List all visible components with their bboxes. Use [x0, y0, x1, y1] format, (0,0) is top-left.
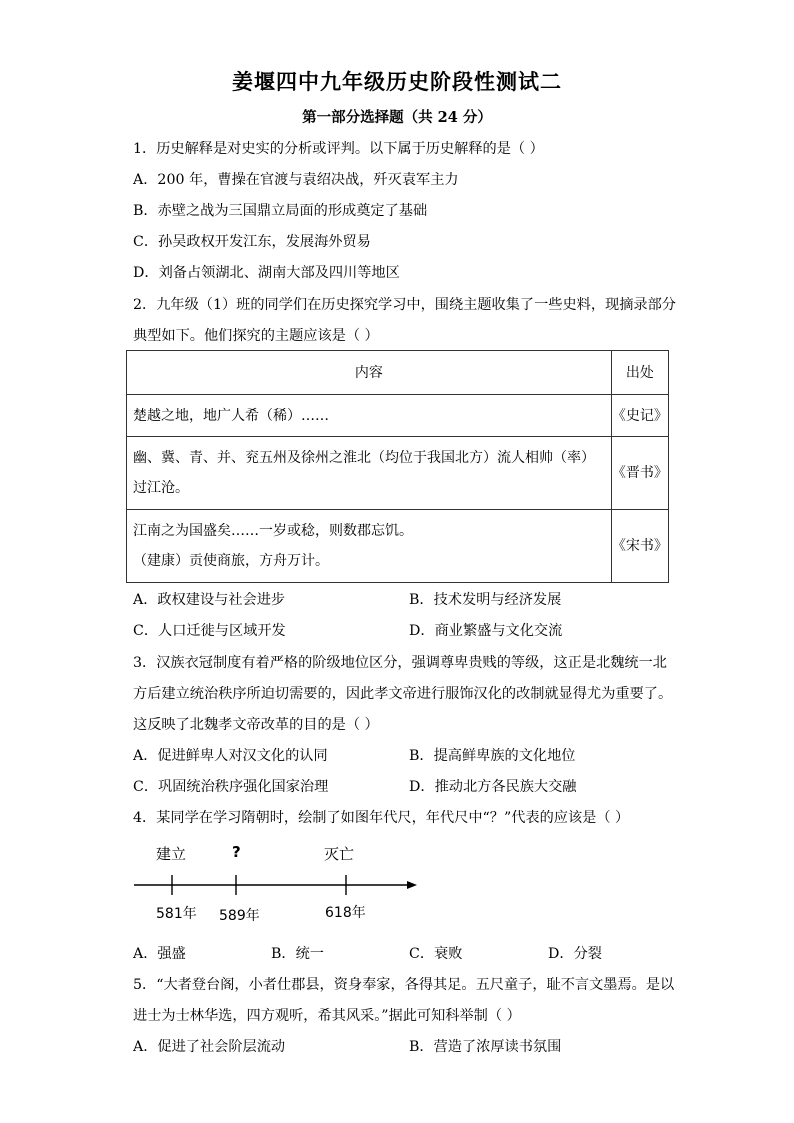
q1-option-b: B．赤壁之战为三国鼎立局面的形成奠定了基础 — [133, 203, 428, 219]
timeline-arrow — [407, 881, 417, 889]
q5-option-b: B．营造了浓厚读书氛围 — [409, 1039, 562, 1055]
q1-option-c: C．孙吴政权开发江东，发展海外贸易 — [133, 234, 371, 250]
header-content: 内容 — [127, 351, 612, 395]
q3-option-c: C．巩固统治秩序强化国家治理 — [133, 779, 329, 795]
row3-content-line1: 江南之为国盛矣……一岁或稔，则数郡忘饥。 — [133, 523, 413, 539]
row3-content-line2: （建康）贡使商旅，方舟万计。 — [133, 553, 329, 569]
row1-source: 《史记》 — [611, 395, 668, 437]
q1-option-d: D．刘备占领湖北、湖南大部及四川等地区 — [133, 265, 400, 281]
table-row — [127, 437, 669, 510]
q5-stem-line1: 5．“大者登台阁，小者仕郡县，资身奉家，各得其足。五尺童子，耻不言文墨焉。是以 — [133, 977, 675, 993]
row2-source: 《晋书》 — [611, 437, 668, 510]
row2-content-line1: 幽、冀、青、并、兖五州及徐州之淮北（均位于我国北方）流人相帅（率） — [133, 450, 595, 466]
timeline-diagram — [128, 838, 428, 928]
q5-option-a: A．促进了社会阶层流动 — [133, 1039, 286, 1055]
source-table — [126, 350, 669, 583]
q1-option-a: A．200 年，曹操在官渡与袁绍决战，歼灭袁军主力 — [133, 172, 459, 188]
row3-content — [127, 510, 612, 583]
timeline-year-581: 581年 — [156, 906, 197, 922]
timeline-label-question: ? — [232, 843, 241, 861]
table-row — [127, 395, 669, 437]
q4-option-b: B．统一 — [271, 946, 324, 962]
table-row — [127, 510, 669, 583]
timeline-year-589: 589年 — [219, 908, 260, 924]
header-source: 出处 — [611, 351, 668, 395]
q2-stem-line1: 2．九年级（1）班的同学们在历史探究学习中，围绕主题收集了一些史料，现摘录部分 — [133, 297, 676, 313]
q3-option-b: B．提高鲜卑族的文化地位 — [409, 748, 576, 764]
q4-option-d: D．分裂 — [548, 946, 602, 962]
q2-stem-line2: 典型如下。他们探究的主题应该是（ ） — [133, 328, 379, 344]
q3-stem-line2: 方后建立统治秩序所迫切需要的，因此孝文帝进行服饰汉化的改制就显得尤为重要了。 — [133, 686, 673, 702]
timeline-year-618: 618年 — [325, 905, 366, 921]
q3-stem-line3: 这反映了北魏孝文帝改革的目的是（ ） — [133, 717, 379, 733]
row1-content: 楚越之地，地广人希（稀）…… — [127, 395, 612, 437]
exam-title: 姜堰四中九年级历史阶段性测试二 — [232, 69, 562, 94]
q2-option-b: B．技术发明与经济发展 — [409, 592, 562, 608]
table-header-row — [127, 351, 669, 395]
q4-option-c: C．衰败 — [409, 946, 463, 962]
q2-option-c: C．人口迁徙与区域开发 — [133, 623, 286, 639]
section-heading: 第一部分选择题（共 24 分） — [302, 109, 492, 126]
q1-stem: 1．历史解释是对史实的分析或评判。以下属于历史解释的是（ ） — [133, 141, 544, 157]
q4-option-a: A．强盛 — [133, 946, 186, 962]
row3-source: 《宋书》 — [611, 510, 668, 583]
q5-stem-line2: 进士为士林华选，四方观听，希其风采。”据此可知科举制（ ） — [133, 1008, 521, 1024]
q3-stem-line1: 3．汉族衣冠制度有着严格的阶级地位区分，强调尊卑贵贱的等级，这正是北魏统一北 — [133, 655, 667, 671]
q2-option-d: D．商业繁盛与文化交流 — [409, 623, 563, 639]
timeline-label-end: 灭亡 — [324, 845, 355, 863]
timeline-label-start: 建立 — [156, 845, 187, 863]
q3-option-d: D．推动北方各民族大交融 — [409, 779, 577, 795]
q3-option-a: A．促进鲜卑人对汉文化的认同 — [133, 748, 328, 764]
q4-stem: 4．某同学在学习隋朝时，绘制了如图年代尺，年代尺中“？”代表的应该是（ ） — [133, 810, 630, 826]
row2-content — [127, 437, 612, 510]
q2-option-a: A．政权建设与社会进步 — [133, 592, 286, 608]
row2-content-line2: 过江沧。 — [133, 480, 189, 496]
